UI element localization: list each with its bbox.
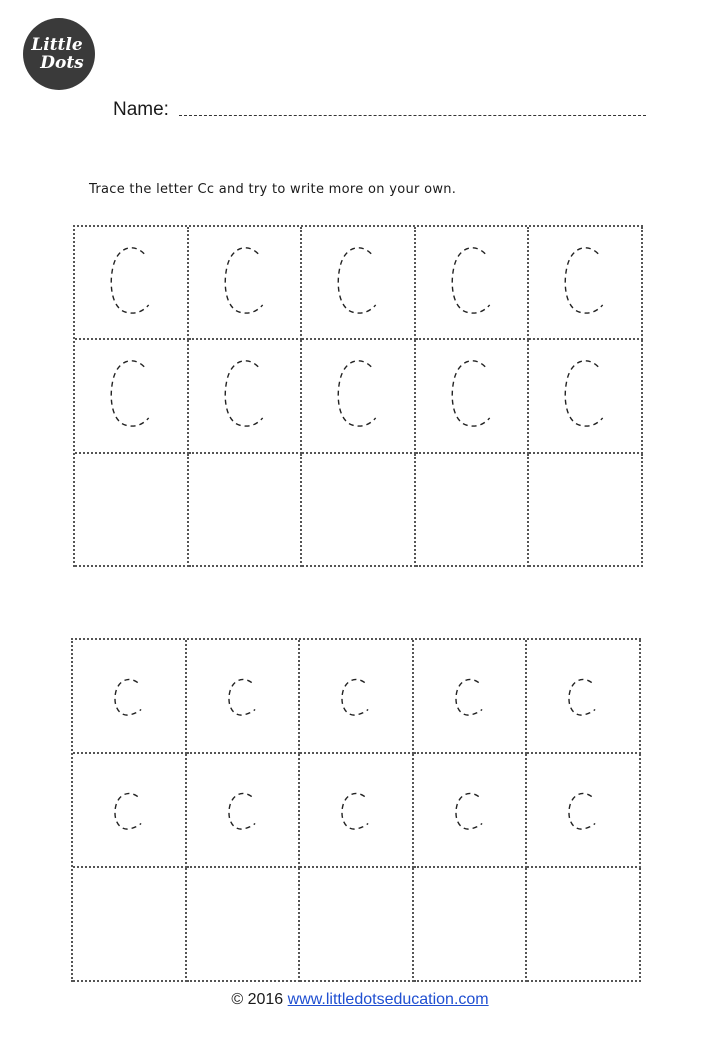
footer	[0, 991, 720, 1009]
blank-writing-cell	[416, 454, 530, 567]
tracing-cell	[416, 340, 530, 453]
dashed-lowercase-c	[414, 640, 526, 752]
dashed-uppercase-c	[75, 340, 187, 451]
tracing-cell	[73, 640, 187, 754]
tracing-cell	[527, 640, 641, 754]
tracing-cell	[302, 340, 416, 453]
dashed-lowercase-c	[73, 640, 185, 752]
blank-writing-cell	[527, 868, 641, 982]
name-label: Name:	[113, 99, 169, 120]
blank-writing-cell	[187, 868, 301, 982]
dashed-uppercase-c	[302, 340, 414, 451]
dashed-uppercase-c	[529, 340, 641, 451]
tracing-cell	[527, 754, 641, 868]
blank-writing-cell	[189, 454, 303, 567]
dashed-lowercase-c	[187, 640, 299, 752]
tracing-cell	[300, 640, 414, 754]
dashed-uppercase-c	[416, 340, 528, 451]
tracing-cell	[187, 640, 301, 754]
name-write-line	[179, 115, 646, 116]
tracing-cell	[73, 754, 187, 868]
tracing-cell	[416, 227, 530, 340]
logo-text-line2: Dots	[40, 52, 84, 73]
tracing-cell	[187, 754, 301, 868]
dashed-lowercase-c	[73, 754, 185, 866]
blank-writing-cell	[300, 868, 414, 982]
dashed-lowercase-c	[414, 754, 526, 866]
dashed-uppercase-c	[302, 227, 414, 338]
dashed-lowercase-c	[527, 640, 639, 752]
dashed-uppercase-c	[416, 227, 528, 338]
tracing-cell	[300, 754, 414, 868]
lowercase-tracing-grid	[71, 638, 641, 982]
name-field-row	[113, 92, 646, 122]
blank-writing-cell	[75, 454, 189, 567]
dashed-lowercase-c	[300, 640, 412, 752]
tracing-cell	[414, 754, 528, 868]
blank-writing-cell	[529, 454, 643, 567]
blank-writing-cell	[73, 868, 187, 982]
dashed-uppercase-c	[75, 227, 187, 338]
dashed-uppercase-c	[189, 227, 301, 338]
dashed-uppercase-c	[529, 227, 641, 338]
blank-writing-cell	[414, 868, 528, 982]
dashed-lowercase-c	[187, 754, 299, 866]
dashed-lowercase-c	[300, 754, 412, 866]
instruction-text: Trace the letter Cc and try to write more on your own.	[89, 182, 457, 197]
dashed-uppercase-c	[189, 340, 301, 451]
logo-text-line1: Little	[31, 34, 83, 55]
tracing-cell	[189, 227, 303, 340]
dashed-lowercase-c	[527, 754, 639, 866]
copyright-text: © 2016	[231, 991, 284, 1008]
tracing-cell	[414, 640, 528, 754]
tracing-cell	[302, 227, 416, 340]
tracing-cell	[529, 227, 643, 340]
tracing-cell	[529, 340, 643, 453]
tracing-cell	[75, 227, 189, 340]
blank-writing-cell	[302, 454, 416, 567]
tracing-cell	[75, 340, 189, 453]
little-dots-logo	[23, 18, 95, 90]
tracing-cell	[189, 340, 303, 453]
website-link[interactable]: www.littledotseducation.com	[287, 991, 489, 1008]
uppercase-tracing-grid	[73, 225, 643, 567]
